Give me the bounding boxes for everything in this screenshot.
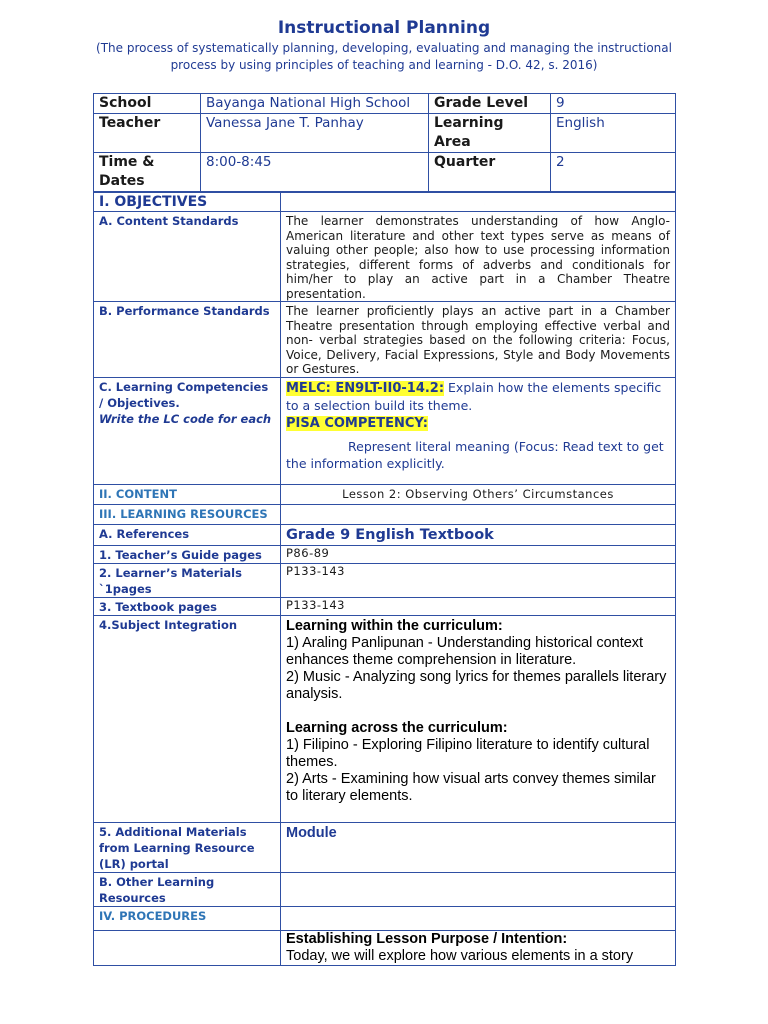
resources-empty: [281, 504, 676, 524]
performance-standards-label: B. Performance Standards: [94, 302, 281, 378]
melc-text: Explain how the elements specific to a selection build its theme.: [286, 379, 662, 413]
other-resources-label: B. Other Learning Resources: [94, 872, 281, 906]
objectives-empty: [281, 193, 676, 212]
content-value: Lesson 2: Observing Others’ Circumstances: [281, 484, 676, 504]
subject-integration-value: [281, 615, 676, 822]
content-standards-label: A. Content Standards: [94, 212, 281, 302]
subject-integration-label: 4.Subject Integration: [94, 615, 281, 822]
purpose-text: Today, we will explore how various elements in a story: [286, 947, 634, 964]
references-value: Grade 9 English Textbook: [281, 524, 676, 545]
area-label: Learning Area: [429, 114, 551, 153]
across-curriculum-title: Learning across the curriculum:: [286, 719, 508, 736]
pisa-text: Represent literal meaning (Focus: Read text to get the information explicitly.: [286, 438, 664, 471]
procedures-empty: [281, 906, 676, 930]
learners-materials-value: P133-143: [281, 563, 676, 597]
within-curriculum-item-1: 1) Araling Panlipunan - Understanding historical context enhances theme comprehension in literature.: [286, 634, 644, 668]
pisa-label: PISA COMPETENCY:: [286, 415, 428, 431]
page-title: Instructional Planning: [277, 18, 491, 38]
teachers-guide-label: 1. Teacher’s Guide pages: [94, 545, 281, 563]
within-curriculum-title: Learning within the curriculum:: [286, 617, 503, 634]
purpose-title: Establishing Lesson Purpose / Intention:: [286, 930, 568, 947]
references-label: A. References: [94, 524, 281, 545]
additional-materials-value: Module: [281, 822, 676, 872]
across-curriculum-item-2: 2) Arts - Examining how visual arts convey themes similar to literary elements.: [286, 770, 656, 804]
within-curriculum-item-2: 2) Music - Analyzing song lyrics for themes parallels literary analysis.: [286, 668, 667, 702]
area-value: English: [551, 114, 676, 153]
quarter-value: 2: [551, 153, 676, 192]
melc-code: MELC: EN9LT-II0-14.2:: [286, 380, 445, 396]
purpose-cell: [281, 930, 676, 965]
competencies-value: [281, 377, 676, 484]
time-label: Time & Dates: [94, 153, 201, 192]
learners-materials-label: 2. Learner’s Materials `1pages: [94, 563, 281, 597]
performance-standards-value: The learner proficiently plays an active part in a Chamber Theatre presentation through employing effective verbal and non- verbal strategies based on the following criteria: Focus, Voice, Delivery, Facial Expressions, Style and Body Movements or Gestures.: [281, 302, 676, 378]
other-resources-empty: [281, 872, 676, 906]
info-table: [93, 93, 676, 192]
competencies-title: C. Learning Competencies / Objectives.: [99, 379, 269, 410]
textbook-pages-value: P133-143: [281, 597, 676, 615]
page-subtitle: (The process of systematically planning, developing, evaluating and managing the instructional process by using principles of teaching and learning - D.O. 42, s. 2016): [96, 41, 672, 72]
content-label: II. CONTENT: [94, 484, 281, 504]
competencies-label: [94, 377, 281, 484]
school-value: Bayanga National High School: [201, 94, 429, 114]
teachers-guide-value: P86-89: [281, 545, 676, 563]
resources-label: III. LEARNING RESOURCES: [94, 504, 281, 524]
teacher-label: Teacher: [94, 114, 201, 153]
across-curriculum-item-1: 1) Filipino - Exploring Filipino literature to identify cultural themes.: [286, 736, 650, 770]
purpose-empty: [94, 930, 281, 965]
time-value: 8:00-8:45: [201, 153, 429, 192]
teacher-value: Vanessa Jane T. Panhay: [201, 114, 429, 153]
additional-materials-label: 5. Additional Materials from Learning Resource (LR) portal: [94, 822, 281, 872]
content-standards-value: The learner demonstrates understanding of how Anglo-American literature and other text types serve as means of valuing other people; also how to use processing information strategies, different forms of adverbs and conditionals for him/her to play an active part in a Chamber Theatre presentation.: [281, 212, 676, 302]
school-label: School: [94, 94, 201, 114]
procedures-label: IV. PROCEDURES: [94, 906, 281, 930]
textbook-pages-label: 3. Textbook pages: [94, 597, 281, 615]
grade-value: 9: [551, 94, 676, 114]
objectives-label: I. OBJECTIVES: [94, 193, 281, 212]
quarter-label: Quarter: [429, 153, 551, 192]
plan-table: [93, 192, 676, 966]
competencies-note: Write the LC code for each: [99, 411, 272, 426]
grade-label: Grade Level: [429, 94, 551, 114]
